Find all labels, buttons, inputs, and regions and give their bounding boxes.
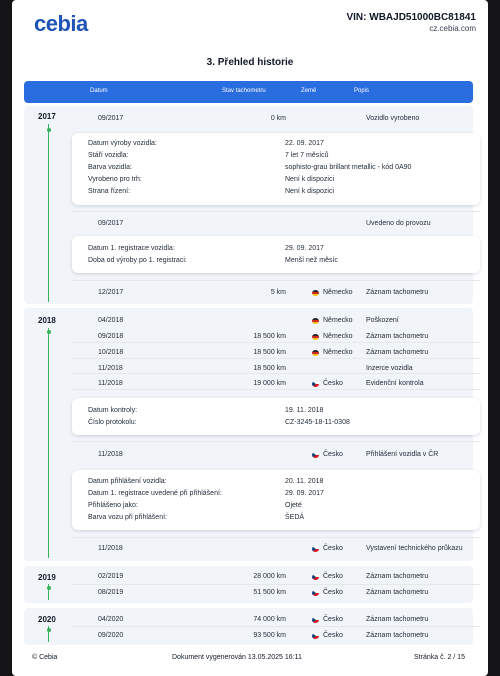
row-odometer: 5 km <box>270 289 286 296</box>
history-row <box>72 613 472 627</box>
detail-value: Není k dispozici <box>285 188 335 195</box>
row-country: Česko <box>323 616 343 623</box>
history-row <box>72 586 472 600</box>
row-description: Záznam tachometru <box>366 589 429 596</box>
detail-value: 29. 09. 2017 <box>285 245 324 252</box>
timeline-dot-2017 <box>47 128 51 132</box>
row-odometer: 19 000 km <box>253 380 286 387</box>
detail-value: 19. 11. 2018 <box>285 407 324 414</box>
czech-flag-icon <box>312 381 319 387</box>
row-description: Vystavení technického průkazu <box>366 545 463 552</box>
detail-label: Datum přihlášení vozidla: <box>88 478 167 485</box>
row-date: 08/2019 <box>98 589 124 596</box>
detail-label: Stáří vozidla: <box>88 152 129 159</box>
detail-label: Barva vozidla: <box>88 164 132 171</box>
row-description: Evidenční kontrola <box>366 380 424 387</box>
history-row <box>72 377 472 391</box>
timeline-dot-2019 <box>47 586 51 590</box>
czech-flag-icon <box>312 617 319 623</box>
row-description: Záznam tachometru <box>366 632 429 639</box>
history-row <box>72 112 472 126</box>
history-row <box>72 330 472 344</box>
detail-card-production <box>72 133 480 205</box>
row-country: Česko <box>323 573 343 580</box>
row-date: 02/2019 <box>98 573 124 580</box>
row-description: Záznam tachometru <box>366 573 429 580</box>
row-country: Česko <box>323 380 343 387</box>
detail-label: Barva vozu při přihlášení: <box>88 514 167 521</box>
row-date: 04/2018 <box>98 317 124 324</box>
footer-page-number: Stránka č. 2 / 15 <box>414 654 465 661</box>
row-odometer: 18 500 km <box>253 349 286 356</box>
footer-copyright: © Cebia <box>32 654 58 661</box>
row-description: Záznam tachometru <box>366 616 429 623</box>
history-row <box>72 362 472 376</box>
row-description: Poškození <box>366 317 399 324</box>
website-link[interactable]: cz.cebia.com <box>429 24 476 33</box>
column-odometer: Stav tachometru <box>222 88 266 94</box>
row-odometer: 74 000 km <box>253 616 286 623</box>
history-row <box>72 314 472 328</box>
germany-flag-icon <box>312 290 319 296</box>
row-country: Česko <box>323 589 343 596</box>
row-description: Uvedeno do provozu <box>366 220 431 227</box>
row-date: 11/2018 <box>98 545 123 552</box>
table-header <box>24 81 473 103</box>
row-odometer: 0 km <box>270 115 286 122</box>
row-divider <box>72 584 480 585</box>
detail-value: CZ-3245-18-11-0308 <box>285 419 350 426</box>
row-country: Německo <box>323 349 353 356</box>
row-date: 11/2018 <box>98 380 123 387</box>
detail-value: 22. 09. 2017 <box>285 140 324 147</box>
timeline-line-2018 <box>48 328 49 558</box>
czech-flag-icon <box>312 633 319 639</box>
cebia-logo: cebia <box>34 11 88 36</box>
history-row <box>72 346 472 360</box>
row-date: 09/2017 <box>98 220 124 227</box>
row-description: Záznam tachometru <box>366 349 429 356</box>
row-country: Německo <box>323 289 353 296</box>
row-date: 09/2020 <box>98 632 124 639</box>
germany-flag-icon <box>312 318 319 324</box>
row-odometer: 18 500 km <box>253 365 286 372</box>
history-row <box>72 570 472 584</box>
row-country: Česko <box>323 545 343 552</box>
detail-value: Menší než měsíc <box>285 257 338 264</box>
row-divider <box>72 211 480 212</box>
detail-label: Vyrobeno pro trh: <box>88 176 142 183</box>
row-divider <box>72 441 480 442</box>
detail-value: 29. 09. 2017 <box>285 490 324 497</box>
detail-label: Datum 1. registrace vozidla: <box>88 245 175 252</box>
history-row <box>72 542 472 556</box>
detail-label: Datum 1. registrace uvedené při přihlášení: <box>88 490 222 497</box>
detail-card-cz-registration <box>72 470 480 530</box>
row-description: Přihlášení vozidla v ČR <box>366 451 439 458</box>
footer-generated: Dokument vygenerován 13.05.2025 16:11 <box>172 654 302 661</box>
timeline-line-2017 <box>48 124 49 302</box>
detail-card-registration <box>72 236 480 273</box>
timeline-dot-2020 <box>47 628 51 632</box>
column-date: Datum <box>90 88 108 94</box>
czech-flag-icon <box>312 574 319 580</box>
row-date: 09/2018 <box>98 333 124 340</box>
detail-label: Datum výroby vozidla: <box>88 140 157 147</box>
row-odometer: 51 500 km <box>253 589 286 596</box>
history-row <box>72 286 472 300</box>
detail-label: Doba od výroby po 1. registraci: <box>88 257 187 264</box>
row-odometer: 18 500 km <box>253 333 286 340</box>
history-row <box>72 629 472 643</box>
row-country: Německo <box>323 317 353 324</box>
page-title: 3. Přehled historie <box>206 57 294 68</box>
row-divider <box>72 280 480 281</box>
row-description: Vozidlo vyrobeno <box>366 115 420 122</box>
row-description: Záznam tachometru <box>366 333 429 340</box>
germany-flag-icon <box>312 350 319 356</box>
detail-value: 20. 11. 2018 <box>285 478 324 485</box>
year-label-2017: 2017 <box>38 112 56 121</box>
row-date: 12/2017 <box>98 289 124 296</box>
row-country: Německo <box>323 333 353 340</box>
history-row <box>72 448 472 462</box>
detail-value: Ojeté <box>285 502 302 509</box>
year-label-2020: 2020 <box>38 615 56 624</box>
year-label-2019: 2019 <box>38 573 56 582</box>
column-description: Popis <box>354 88 370 94</box>
row-date: 10/2018 <box>98 349 124 356</box>
row-description: Záznam tachometru <box>366 289 429 296</box>
row-date: 11/2018 <box>98 365 123 372</box>
row-odometer: 28 000 km <box>253 573 286 580</box>
detail-label: Přihlášeno jako: <box>88 502 138 509</box>
row-date: 04/2020 <box>98 616 124 623</box>
timeline-dot-2018 <box>47 330 51 334</box>
row-country: Česko <box>323 632 343 639</box>
row-date: 09/2017 <box>98 115 124 122</box>
czech-flag-icon <box>312 590 319 596</box>
detail-label: Datum kontroly: <box>88 407 138 414</box>
detail-value: Není k dispozici <box>285 176 335 183</box>
detail-value: 7 let 7 měsíců <box>285 152 329 159</box>
detail-label: Číslo protokolu: <box>88 419 137 426</box>
row-odometer: 93 500 km <box>253 632 286 639</box>
history-row <box>72 217 472 231</box>
vin-number: VIN: WBAJD51000BC81841 <box>346 12 476 23</box>
year-label-2018: 2018 <box>38 316 56 325</box>
detail-value: sophisto-grau brillant metallic - kód 0A90 <box>285 164 412 171</box>
row-description: Inzerce vozidla <box>366 365 413 372</box>
document-page <box>12 0 488 676</box>
detail-card-inspection <box>72 398 480 435</box>
czech-flag-icon <box>312 452 319 458</box>
row-divider <box>72 537 480 538</box>
germany-flag-icon <box>312 334 319 340</box>
row-country: Česko <box>323 451 343 458</box>
detail-value: ŠEDÁ <box>285 514 305 521</box>
czech-flag-icon <box>312 546 319 552</box>
column-country: Země <box>301 88 317 94</box>
row-date: 11/2018 <box>98 451 123 458</box>
detail-label: Strana řízení: <box>88 188 131 195</box>
